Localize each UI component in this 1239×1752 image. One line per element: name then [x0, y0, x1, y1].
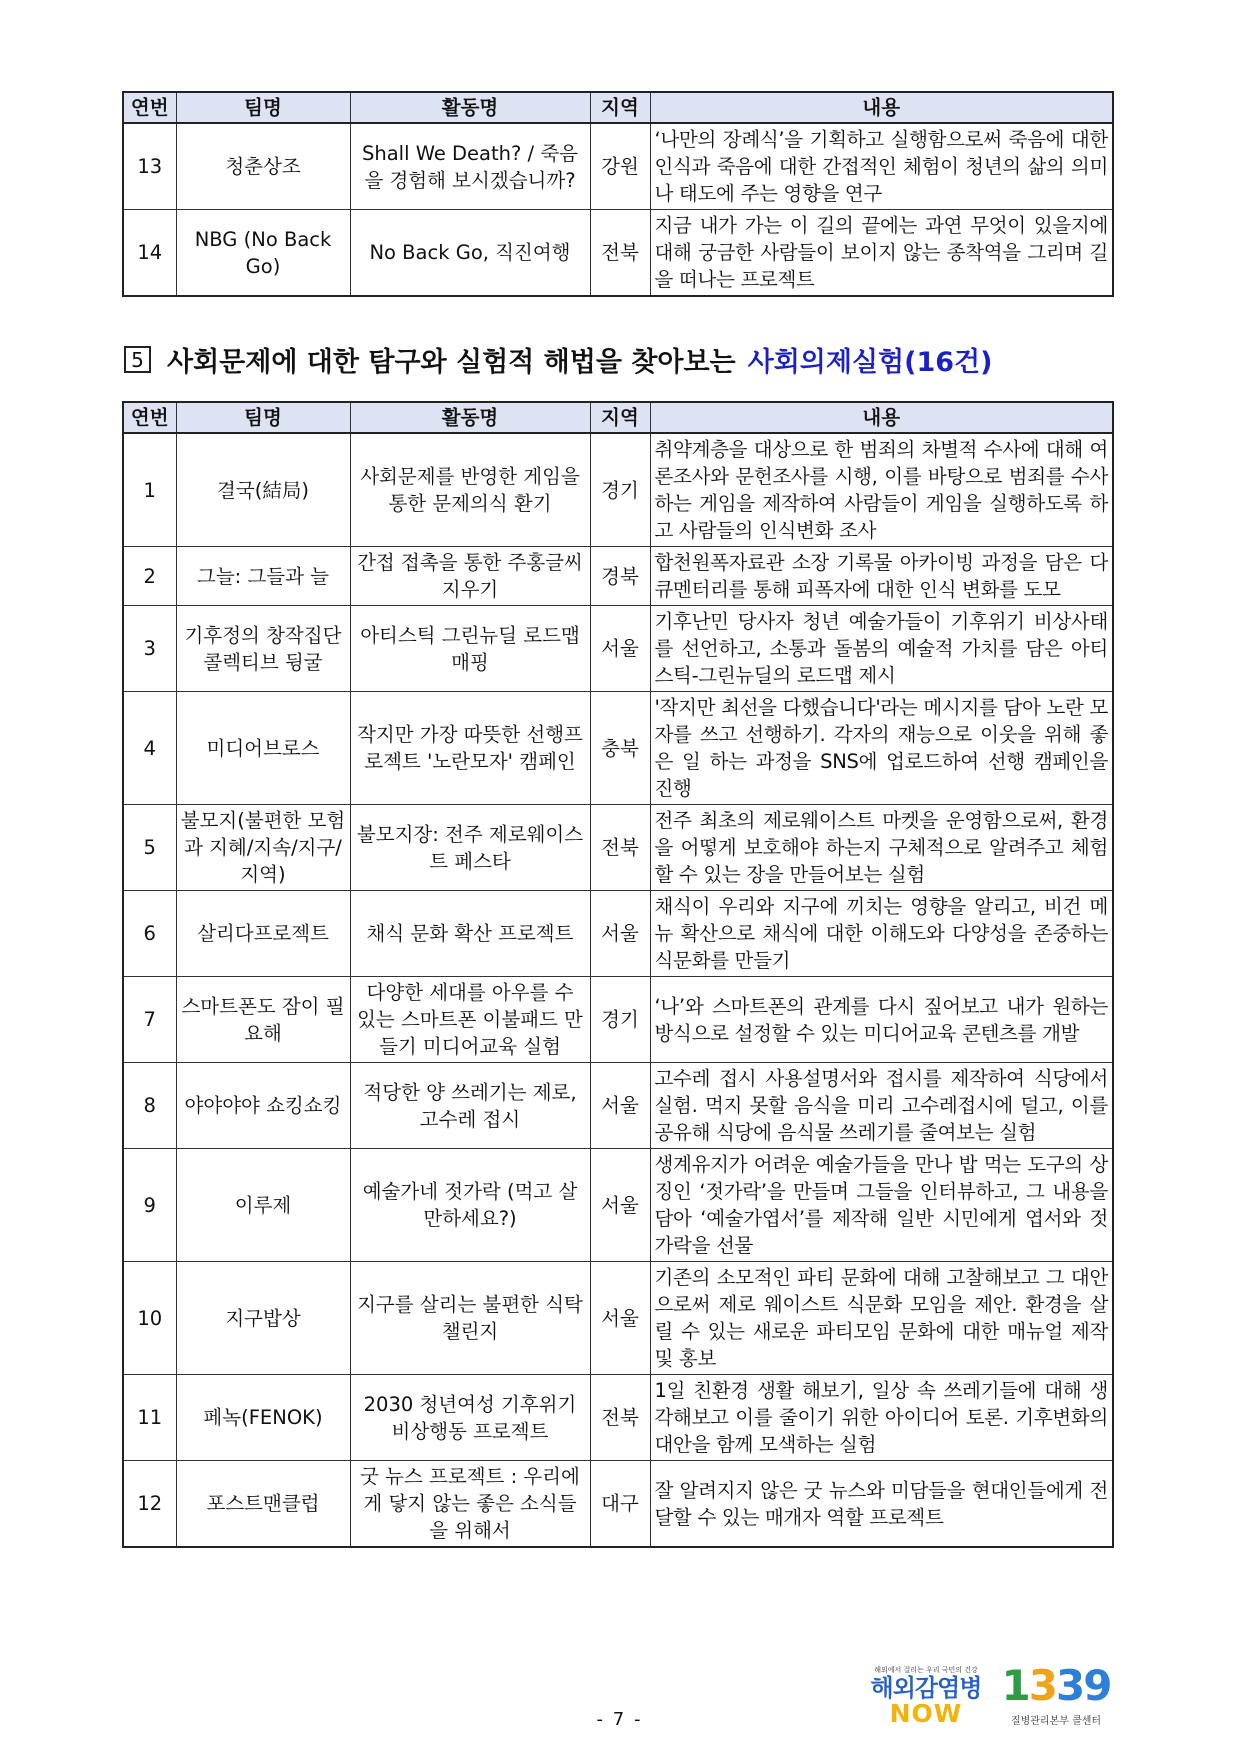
- cell-no: 8: [123, 1063, 176, 1149]
- cell-no: 3: [123, 606, 176, 692]
- call-center-1339-logo: [997, 1660, 1115, 1738]
- logo-digit: 3: [1028, 1661, 1056, 1710]
- cell-region: 대구: [590, 1461, 650, 1548]
- table-row: [123, 433, 1113, 547]
- table-header-row: [123, 92, 1113, 123]
- cell-activity: 채식 문화 확산 프로젝트: [350, 891, 590, 977]
- cell-no: 13: [123, 123, 176, 210]
- cell-no: 1: [123, 433, 176, 547]
- cell-region: 경기: [590, 977, 650, 1063]
- section-title: 사회문제에 대한 탐구와 실험적 해법을 찾아보는: [167, 347, 736, 378]
- cell-team: 미디어브로스: [176, 692, 350, 805]
- cell-team: 그늘: 그들과 늘: [176, 547, 350, 606]
- cell-team: 스마트폰도 잠이 필요해: [176, 977, 350, 1063]
- cell-activity: 예술가네 젓가락 (먹고 살 만하세요?): [350, 1149, 590, 1262]
- logo-digit: 3: [1056, 1661, 1084, 1710]
- cell-no: 5: [123, 805, 176, 891]
- cell-no: 2: [123, 547, 176, 606]
- header-team: 팀명: [176, 92, 350, 123]
- cell-activity: 작지만 가장 따뜻한 선행프로젝트 '노란모자' 캠페인: [350, 692, 590, 805]
- table-row: [123, 805, 1113, 891]
- table-row: [123, 1149, 1113, 1262]
- cell-region: 충북: [590, 692, 650, 805]
- header-activity: 활동명: [350, 92, 590, 123]
- cell-team: 포스트맨클럽: [176, 1461, 350, 1548]
- logo-digit: 1: [1001, 1661, 1029, 1710]
- cell-content: 기존의 소모적인 파티 문화에 대해 고찰해보고 그 대안으로써 제로 웨이스트 식문화 모임을 제안. 환경을 살릴 수 있는 새로운 파티모임 문화에 대한 매뉴얼 제작 및 홍보: [650, 1262, 1113, 1375]
- header-region: 지역: [590, 402, 650, 433]
- cell-team: 페녹(FENOK): [176, 1375, 350, 1461]
- header-no: 연번: [123, 402, 176, 433]
- table-continued: [122, 91, 1114, 297]
- header-content: 내용: [650, 402, 1113, 433]
- cell-team: 불모지(불편한 모험과 지혜/지속/지구/지역): [176, 805, 350, 891]
- cell-team: 청춘상조: [176, 123, 350, 210]
- header-region: 지역: [590, 92, 650, 123]
- table-row: [123, 977, 1113, 1063]
- table-row: [123, 1375, 1113, 1461]
- cell-activity: 불모지장: 전주 제로웨이스트 페스타: [350, 805, 590, 891]
- cell-region: 서울: [590, 606, 650, 692]
- cell-no: 6: [123, 891, 176, 977]
- logo-digits: [997, 1660, 1115, 1712]
- cell-region: 전북: [590, 210, 650, 297]
- overseas-infection-now-logo: [870, 1665, 982, 1735]
- table-row: [123, 692, 1113, 805]
- table-row: [123, 547, 1113, 606]
- cell-team: 기후정의 창작집단 콜렉티브 뒹굴: [176, 606, 350, 692]
- table-row: [123, 891, 1113, 977]
- cell-no: 7: [123, 977, 176, 1063]
- logo-digit: 9: [1083, 1661, 1111, 1710]
- cell-content: ‘나만의 장례식’을 기획하고 실행함으로써 죽음에 대한 인식과 죽음에 대한 간접적인 체험이 청년의 삶의 의미나 태도에 주는 영향을 연구: [650, 123, 1113, 210]
- cell-region: 서울: [590, 1149, 650, 1262]
- header-content: 내용: [650, 92, 1113, 123]
- logo-subtitle: 질병관리본부 콜센터: [1010, 1716, 1102, 1727]
- cell-no: 9: [123, 1149, 176, 1262]
- cell-content: ‘나’와 스마트폰의 관계를 다시 짚어보고 내가 원하는 방식으로 설정할 수 있는 미디어교육 콘텐츠를 개발: [650, 977, 1113, 1063]
- cell-team: NBG (No Back Go): [176, 210, 350, 297]
- cell-activity: No Back Go, 직진여행: [350, 210, 590, 297]
- cell-region: 서울: [590, 1063, 650, 1149]
- cell-region: 경기: [590, 433, 650, 547]
- header-activity: 활동명: [350, 402, 590, 433]
- cell-content: 기후난민 당사자 청년 예술가들이 기후위기 비상사태를 선언하고, 소통과 돌봄의 예술적 가치를 담은 아티스틱-그린뉴딜의 로드맵 제시: [650, 606, 1113, 692]
- cell-region: 전북: [590, 1375, 650, 1461]
- cell-region: 강원: [590, 123, 650, 210]
- cell-content: 취약계층을 대상으로 한 범죄의 차별적 수사에 대해 여론조사와 문헌조사를 시행, 이를 바탕으로 범죄를 수사하는 게임을 제작하여 사람들이 게임을 실행하도록 하고 사람들의 인식변화 조사: [650, 433, 1113, 547]
- cell-region: 전북: [590, 805, 650, 891]
- table-row: [123, 123, 1113, 210]
- header-no: 연번: [123, 92, 176, 123]
- cell-content: 고수레 접시 사용설명서와 접시를 제작하여 식당에서 실험. 먹지 못할 음식을 미리 고수레접시에 덜고, 이를 공유해 식당에 음식물 쓰레기를 줄여보는 실험: [650, 1063, 1113, 1149]
- logo-line1: 해외감염병: [870, 1674, 982, 1702]
- cell-region: 경북: [590, 547, 650, 606]
- section-highlight: 사회의제실험(16건): [747, 347, 993, 378]
- table-row: [123, 1461, 1113, 1548]
- cell-team: 이루제: [176, 1149, 350, 1262]
- section-number-box: 5: [124, 346, 151, 373]
- cell-content: 잘 알려지지 않은 굿 뉴스와 미담들을 현대인들에게 전달할 수 있는 매개자 역할 프로젝트: [650, 1461, 1113, 1548]
- cell-no: 14: [123, 210, 176, 297]
- cell-content: 지금 내가 가는 이 길의 끝에는 과연 무엇이 있을지에 대해 궁금한 사람들이 보이지 않는 종착역을 그리며 길을 떠나는 프로젝트: [650, 210, 1113, 297]
- cell-activity: 적당한 양 쓰레기는 제로, 고수레 접시: [350, 1063, 590, 1149]
- cell-activity: 사회문제를 반영한 게임을 통한 문제의식 환기: [350, 433, 590, 547]
- logo-line2: NOW: [889, 1699, 963, 1728]
- cell-region: 서울: [590, 891, 650, 977]
- cell-team: 지구밥상: [176, 1262, 350, 1375]
- cell-activity: 2030 청년여성 기후위기 비상행동 프로젝트: [350, 1375, 590, 1461]
- cell-activity: 굿 뉴스 프로젝트 : 우리에게 닿지 않는 좋은 소식들을 위해서: [350, 1461, 590, 1548]
- cell-content: 전주 최초의 제로웨이스트 마켓을 운영함으로써, 환경을 어떻게 보호해야 하는지 구체적으로 알려주고 체험할 수 있는 장을 만들어보는 실험: [650, 805, 1113, 891]
- cell-activity: 간접 접촉을 통한 주홍글씨 지우기: [350, 547, 590, 606]
- table-row: [123, 210, 1113, 297]
- cell-activity: 지구를 살리는 불편한 식탁 챌린지: [350, 1262, 590, 1375]
- cell-content: 채식이 우리와 지구에 끼치는 영향을 알리고, 비건 메뉴 확산으로 채식에 대한 이해도와 다양성을 존중하는 식문화를 만들기: [650, 891, 1113, 977]
- cell-activity: 아티스틱 그린뉴딜 로드맵 매핑: [350, 606, 590, 692]
- cell-team: 살리다프로젝트: [176, 891, 350, 977]
- cell-team: 야야야야 쇼킹쇼킹: [176, 1063, 350, 1149]
- cell-no: 11: [123, 1375, 176, 1461]
- cell-no: 12: [123, 1461, 176, 1548]
- cell-content: 합천원폭자료관 소장 기록물 아카이빙 과정을 담은 다큐멘터리를 통해 피폭자에 대한 인식 변화를 도모: [650, 547, 1113, 606]
- table-row: [123, 606, 1113, 692]
- cell-no: 10: [123, 1262, 176, 1375]
- table-social-agenda: [122, 401, 1114, 1548]
- cell-team: 결국(結局): [176, 433, 350, 547]
- cell-activity: 다양한 세대를 아우를 수 있는 스마트폰 이불패드 만들기 미디어교육 실험: [350, 977, 590, 1063]
- table-row: [123, 1262, 1113, 1375]
- cell-content: 1일 친환경 생활 해보기, 일상 속 쓰레기들에 대해 생각해보고 이를 줄이기 위한 아이디어 토론. 기후변화의 대안을 함께 모색하는 실험: [650, 1375, 1113, 1461]
- table-row: [123, 1063, 1113, 1149]
- table-header-row: [123, 402, 1113, 433]
- cell-content: '작지만 최선을 다했습니다'라는 메시지를 담아 노란 모자를 쓰고 선행하기. 각자의 재능으로 이웃을 위해 좋은 일 하는 과정을 SNS에 업로드하여 선행 캠페인을 진행: [650, 692, 1113, 805]
- header-team: 팀명: [176, 402, 350, 433]
- cell-no: 4: [123, 692, 176, 805]
- cell-content: 생계유지가 어려운 예술가들을 만나 밥 먹는 도구의 상징인 ‘젓가락’을 만들며 그들을 인터뷰하고, 그 내용을 담아 ‘예술가엽서’를 제작해 일반 시민에게 엽서와 젓가락을 선물: [650, 1149, 1113, 1262]
- section-5-heading: [124, 340, 992, 379]
- cell-region: 서울: [590, 1262, 650, 1375]
- page-number: - 7 -: [596, 1709, 643, 1730]
- cell-activity: Shall We Death? / 죽음을 경험해 보시겠습니까?: [350, 123, 590, 210]
- logo-tagline: 해외에서 걸리는 우리 국민의 건강: [874, 1666, 978, 1674]
